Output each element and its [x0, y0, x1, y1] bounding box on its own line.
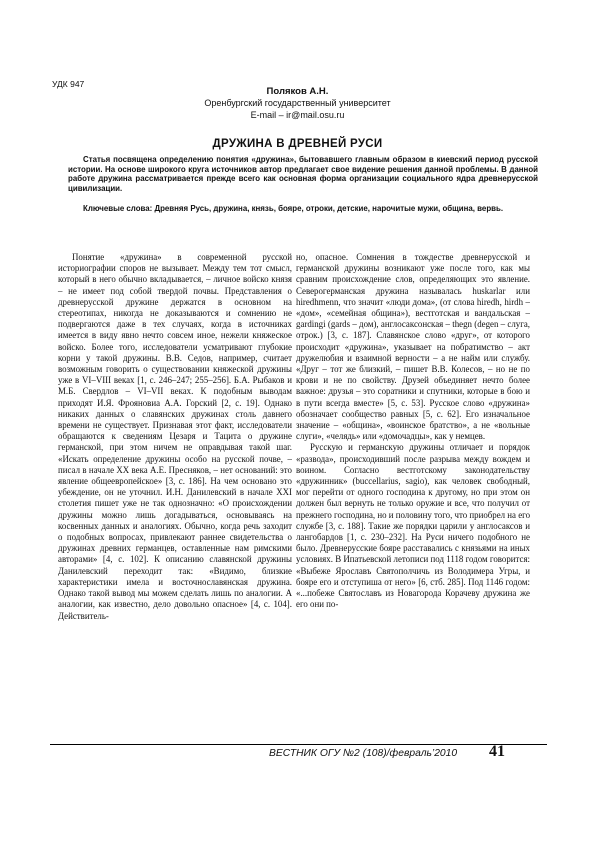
udk-code: УДК 947 — [52, 79, 85, 89]
page-number: 41 — [489, 743, 505, 760]
body-paragraph: Русскую и германскую дружины отличает и порядок «развода», происходивший после разрыва между вождем и воином. Согласно вестготскому законодательству «дружинник» (buccellarius, sagio), как человек свободный, мог перейти от одного господина к другому, но при этом он должен был вернуть не только оружие и все, что получил от прежнего господина, но и половину того, что приобрел на его службе [3, с. 188]. Такие же порядки царили у англосаксов и лангобардов [1, с. 230–232]. На Руси ничего подобного не было. Древнерусские бояре расставались с князьями на иных условиях. В Ипатьевской летописи под 1118 годом говорится: «Выбеже Ярославъ Святополчичь из Володимера Угры, и бояре его и отступиша от него» [6, стб. 285]. Под 1146 годом: «...побеже Святославъ из Новагорода Корачеву дружина же его они по- — [296, 442, 531, 610]
article-abstract: Статья посвящена определению понятия «дружина», бытовавшего главным образом в киевский период русской истории. На основе широкого круга источников автор предлагает свое видение решения данной проблемы. В данной работе дружина рассматривается прежде всего как основная форма организации социального ядра древнерусской цивилизации. — [68, 155, 538, 193]
body-column-left — [58, 252, 292, 622]
author-email: E-mail – ir@mail.osu.ru — [250, 110, 345, 120]
footer-rule — [50, 744, 547, 745]
body-paragraph: Понятие «дружина» в современной русской историографии споров не вызывает. Между тем тот смысл, который в него обычно вкладывается, – личное войско князя – не имеет под собой твердой почвы. Представления о древнерусской дружине держатся в основном на стереотипах, никогда не доказываются и сомнению не подвергаются даже в тех случаях, когда в источниках имеется в виду явно нечто совсем иное, нежели княжеское войско. Более того, исследователи усматривают глубокие корни у такой дружины. В.В. Седов, например, считает возможным говорить о существовании княжеской дружины уже в VI–VIII веках [1, с. 246–247; 255–256]. Б.А. Рыбаков и М.Б. Свердлов – VI–VII веках. К подобным выводам приходят И.Я. Фрояновиа А.А. Горский [2, с. 19]. Однако никаких данных о славянских дружинах столь давнего времени не существует. Признавая этот факт, исследователи обращаются к сведениям Цезаря и Тацита о дружине германской, при этом ничем не оправдывая такой шаг. «Искать определение дружины особо на русской почве, – писал в начале XX века А.Е. Пресняков, – нет оснований: это явление общеевропейское» [3, с. 186]. На чем основано это убеждение, он не уточнил. И.Н. Данилевский в начале XXI столетия пишет уже не так однозначно: «О происхождении дружины можно лишь догадываться, основываясь на косвенных данных и аналогиях. Обычно, когда речь заходит о подобных вопросах, привлекают раннее свидетельства о дружинах древних германцев, оставленные нам римскими авторами» [4, с. 102]. К описанию славянской дружины Данилевский переходит так: «Видимо, близкие характеристики имела и восточнославянская дружина. Однако такой вывод мы можем сделать лишь по аналогии. А аналогии, как известно, дело довольно опасное» [4, с. 104]. Действитель- — [58, 252, 292, 621]
body-column-right — [296, 252, 530, 611]
article-title: ДРУЖИНА В ДРЕВНЕЙ РУСИ — [212, 138, 383, 150]
body-paragraph: но, опасное. Сомнения в тождестве древнерусской и германской дружины возникают уже после того, как мы сравним происхождение слов, определяющих это явление. Северогерманская дружина называлась huskarlar или hiredhmenn, что значит «люди дома», (от слова hiredh, hirdh – «дом», «семейная община»), вестготская и вандальская – gardingi (gards – дом), англосаксонская – thegn (degen – слуга, отрок.) [3, с. 187]. Славянское слово «друг», от которого происходит «дружина», указывает на побратимство – акт дружелюбия и взаимной верности – а не найм или службу. «Друг – тот же близкий, – пишет В.В. Колесов, – но не по крови и не по свойству. Друзей объединяет нечто более важное: друзья – это соратники и спутники, которые в бою и в пути всегда вместе» [5, с. 53]. Русское слово «дружина» обозначает сообщество равных [5, с. 62]. Его изначальное значение – «община», «воинское братство», а не «вольные слуги», «челядь» или «домочадцы», как у немцев. — [296, 252, 530, 442]
author-name: Поляков А.Н. — [266, 86, 329, 97]
author-affiliation: Оренбургский государственный университет — [204, 98, 391, 108]
article-keywords: Ключевые слова: Древняя Русь, дружина, князь, бояре, отроки, детские, нарочитые мужи, община, вервь. — [83, 204, 504, 213]
journal-footer: ВЕСТНИК ОГУ №2 (108)/февраль’2010 — [269, 748, 458, 759]
